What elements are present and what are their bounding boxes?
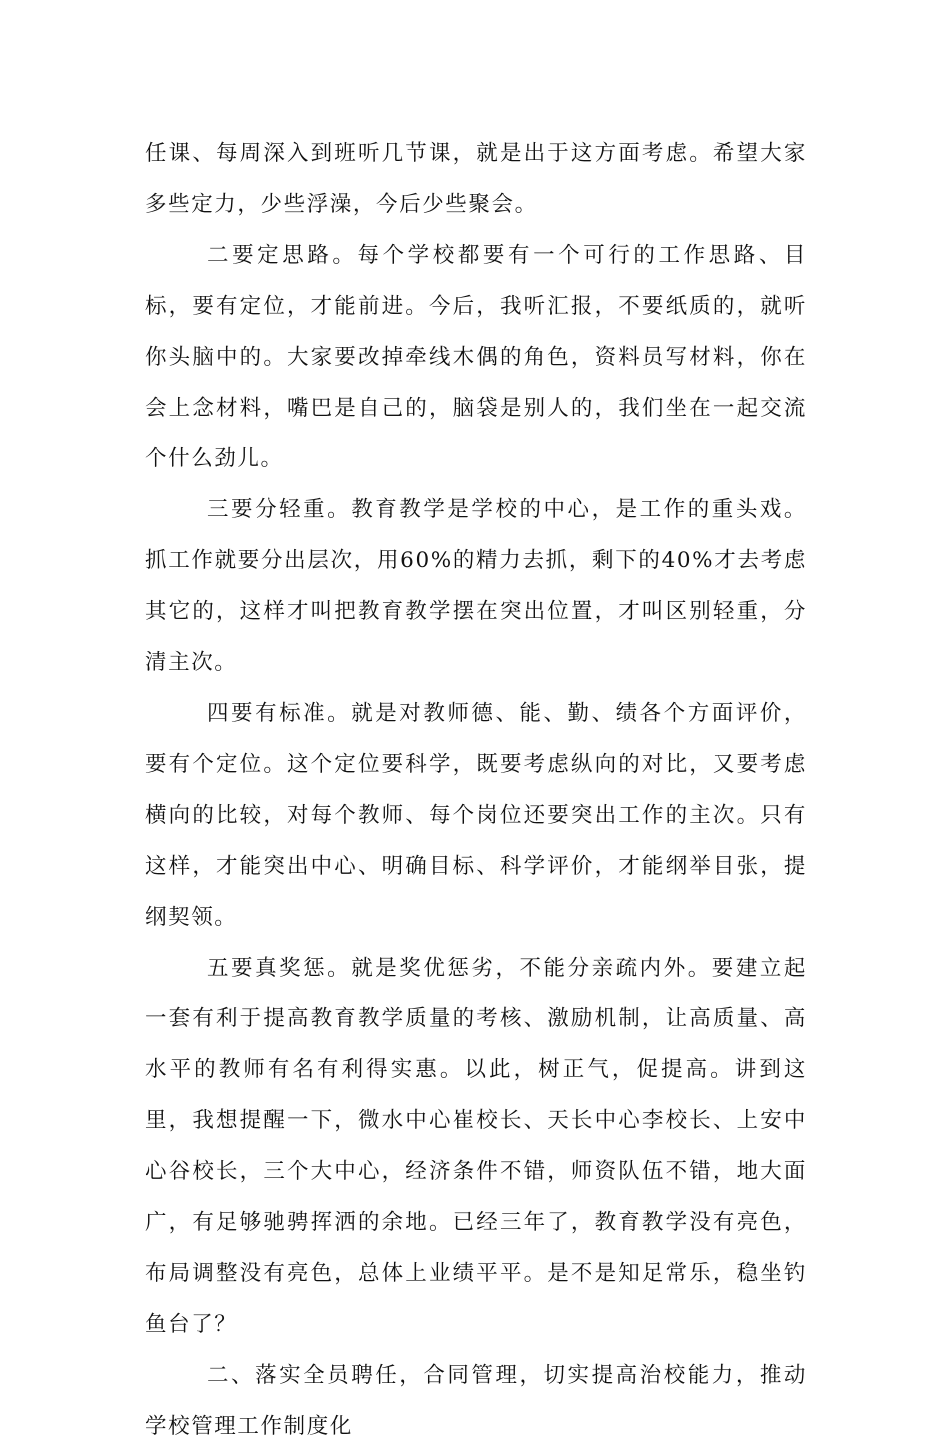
paragraph-point-two: 二要定思路。每个学校都要有一个可行的工作思路、目标，要有定位，才能前进。今后，我听汇报，不要纸质的，就听你头脑中的。大家要改掉牵线木偶的角色，资料员写材料，你在会上念材料，嘴巴是自己的，脑袋是别人的，我们坐在一起交流个什么劲儿。 [145, 242, 807, 472]
paragraph-point-five: 五要真奖惩。就是奖优惩劣，不能分亲疏内外。要建立起一套有利于提高教育教学质量的考核、激励机制，让高质量、高水平的教师有名有利得实惠。以此，树正气，促提高。讲到这里，我想提醒一下，微水中心崔校长、天长中心李校长、上安中心谷校长，三个大中心，经济条件不错，师资队伍不错，地大面广，有足够驰骋挥洒的余地。已经三年了，教育教学没有亮色，布局调整没有亮色，总体上业绩平平。是不是知足常乐，稳坐钓鱼台了？ [145, 955, 807, 1337]
section-heading-two: 二、落实全员聘任，合同管理，切实提高治校能力，推动学校管理工作制度化 [145, 1362, 807, 1439]
paragraph-point-three: 三要分轻重。教育教学是学校的中心，是工作的重头戏。抓工作就要分出层次，用60%的精力去抓，剩下的40%才去考虑其它的，这样才叫把教育教学摆在突出位置，才叫区别轻重，分清主次。 [145, 497, 807, 676]
paragraph-point-four: 四要有标准。就是对教师德、能、勤、绩各个方面评价，要有个定位。这个定位要科学，既要考虑纵向的对比，又要考虑横向的比较，对每个教师、每个岗位还要突出工作的主次。只有这样，才能突出中心、明确目标、科学评价，才能纲举目张，提纲契领。 [145, 700, 807, 930]
paragraph-continuation: 任课、每周深入到班听几节课，就是出于这方面考虑。希望大家多些定力，少些浮澡，今后少些聚会。 [145, 141, 807, 217]
document-body [145, 129, 807, 1453]
